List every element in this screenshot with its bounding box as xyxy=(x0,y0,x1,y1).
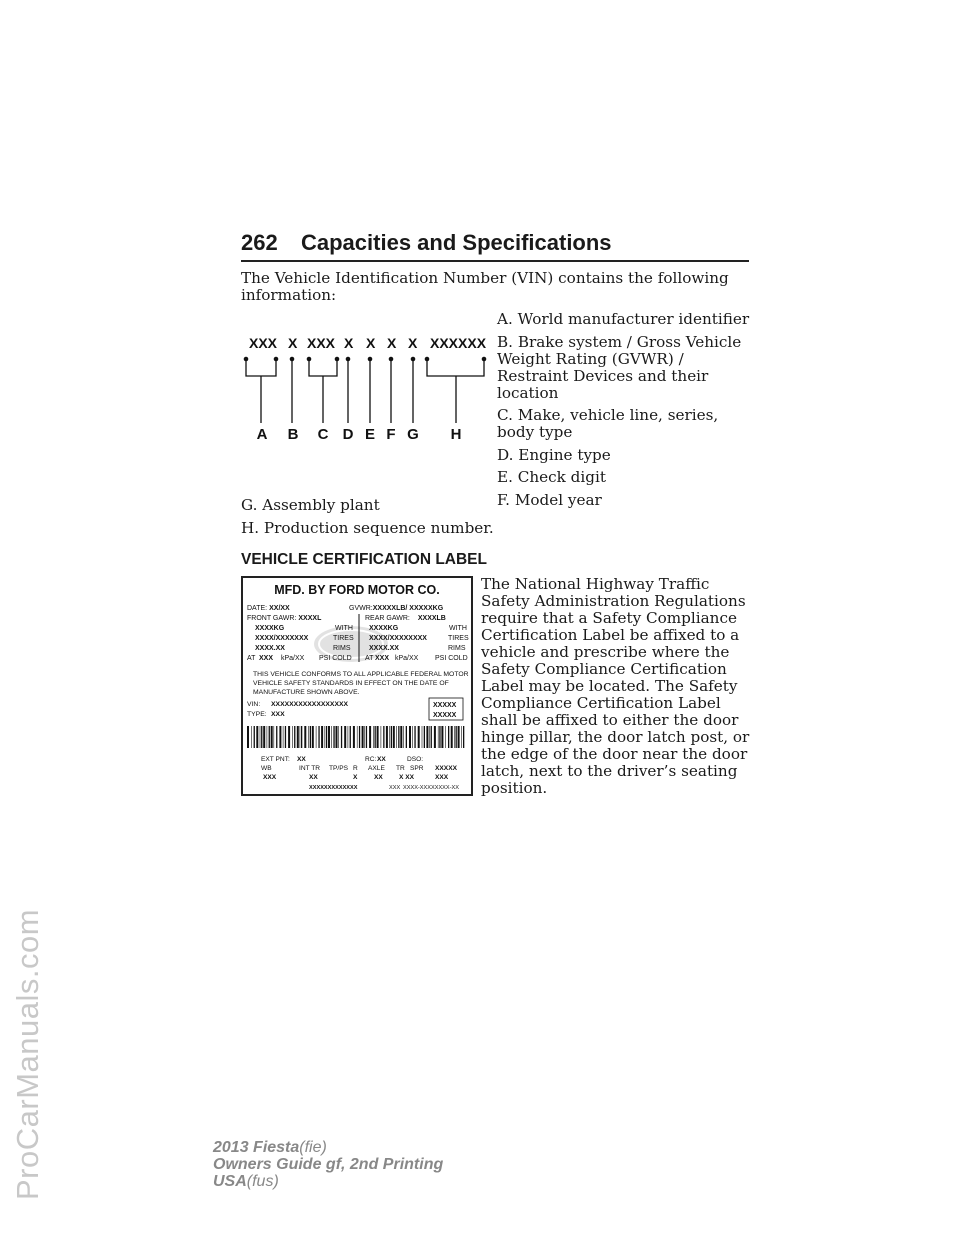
barcode-bar xyxy=(353,726,355,748)
barcode-bar xyxy=(288,726,290,748)
barcode-bar xyxy=(366,726,367,748)
vin-letter-c: C xyxy=(317,426,329,443)
barcode-bar xyxy=(338,726,339,748)
barcode-bar xyxy=(285,726,286,748)
svg-text:REAR GAWR:XXXXLB xyxy=(365,615,446,622)
barcode-bar xyxy=(333,726,334,748)
vin-letter-g: G xyxy=(407,426,419,443)
barcode-bar xyxy=(341,726,342,748)
barcode-bar xyxy=(381,726,382,748)
label-row-tp-ps: TP/PS xyxy=(329,765,349,772)
vin-group-e: X xyxy=(366,335,376,351)
footer-line-3 xyxy=(213,1173,443,1190)
vin-diagram xyxy=(241,333,491,447)
barcode-bar xyxy=(279,726,281,748)
label-front-rims: RIMS xyxy=(333,645,351,652)
barcode-bar xyxy=(357,726,358,748)
label-row-value-int-tr: XX xyxy=(309,774,318,781)
vin-group-a: XXX xyxy=(249,335,278,351)
vin-item-f: F. Model year xyxy=(497,490,602,509)
barcode-bar xyxy=(375,726,376,748)
vin-group-f: X xyxy=(387,335,397,351)
label-rear-gawr-label: REAR GAWR: xyxy=(365,615,410,622)
label-row-r: R xyxy=(353,765,358,772)
barcode-bar xyxy=(364,726,365,748)
barcode-bar xyxy=(362,726,364,748)
barcode-bar xyxy=(283,726,284,748)
page-number: 262 xyxy=(241,230,278,255)
label-rear-tire: XXXX/XXXXXXXX xyxy=(369,635,427,642)
footer-line-1 xyxy=(213,1139,443,1156)
label-bottom-code-2: XXX xyxy=(389,785,401,791)
barcode-bar xyxy=(386,726,388,748)
barcode-bar xyxy=(391,726,392,748)
barcode-bar xyxy=(328,726,330,748)
barcode-bar xyxy=(373,726,374,748)
vin-group-b: X xyxy=(288,335,298,351)
barcode-bar xyxy=(344,726,346,748)
vin-group-h: XXXXXX xyxy=(430,335,487,351)
barcode-bar xyxy=(274,726,275,748)
label-rear-tires: TIRES xyxy=(448,635,469,642)
barcode-bar xyxy=(336,726,338,748)
footer-model-code: (fie) xyxy=(299,1139,327,1156)
footer-guide: Owners Guide gf, 2nd Printing xyxy=(213,1156,444,1173)
barcode-bar xyxy=(445,726,446,748)
barcode-bar xyxy=(418,726,420,748)
vin-item-list xyxy=(497,311,757,514)
label-rear-at-value: XXX xyxy=(375,655,390,662)
barcode-bar xyxy=(441,726,443,748)
vin-group-d: X xyxy=(344,335,354,351)
barcode-bar xyxy=(403,726,404,748)
barcode-bar xyxy=(406,726,407,748)
vin-item-h: H. Production sequence number. xyxy=(241,519,494,537)
label-vin-label: VIN: xyxy=(247,701,261,708)
label-row-tr: TR xyxy=(396,765,405,772)
barcode-bar xyxy=(456,726,457,748)
label-front-kpa: kPa/XX xyxy=(281,655,305,662)
barcode-bar xyxy=(458,726,460,748)
barcode-bar xyxy=(321,726,323,748)
label-conform-line-1: THIS VEHICLE CONFORMS TO ALL APPLICABLE FEDERAL MOTOR xyxy=(253,671,469,678)
vin-letter-a: A xyxy=(256,426,268,443)
label-rear-kpa: kPa/XX xyxy=(395,655,419,662)
label-row-wb: WB xyxy=(261,765,272,772)
label-rear-rim: XXXX.XX xyxy=(369,645,399,652)
label-rear-gawr-value: XXXXLB xyxy=(417,615,446,622)
label-box-value-1: XXXXX xyxy=(433,702,457,709)
label-gvwr-value: XXXXXLB/ XXXXXKG xyxy=(372,605,444,612)
barcode-bar xyxy=(251,726,252,748)
page-footer xyxy=(213,1139,443,1190)
label-front-tires: TIRES xyxy=(333,635,354,642)
label-row-spr: SPR xyxy=(410,765,424,772)
barcode-bar xyxy=(261,726,262,748)
label-front-gawr-label: FRONT GAWR: xyxy=(247,615,297,622)
barcode-bar xyxy=(454,726,455,748)
label-title: MFD. BY FORD MOTOR CO. xyxy=(274,583,440,597)
certification-label-image xyxy=(241,576,473,796)
barcode-bar xyxy=(412,726,413,748)
barcode-bar xyxy=(326,726,327,748)
barcode-bar xyxy=(389,726,390,748)
barcode-bar xyxy=(304,726,306,748)
watermark: ProCarManuals.com xyxy=(10,908,45,1200)
label-date-value: XX/XX xyxy=(269,605,290,612)
barcode-bar xyxy=(438,726,439,748)
barcode-bar xyxy=(448,726,449,748)
barcode-bar xyxy=(310,726,311,748)
barcode-bar xyxy=(393,726,395,748)
label-front-kg: XXXXKG xyxy=(255,625,285,632)
barcode-bar xyxy=(348,726,349,748)
barcode-bar xyxy=(439,726,440,748)
label-front-with: WITH xyxy=(335,625,353,632)
label-row-value-tr-spr: X XX xyxy=(399,774,415,781)
barcode-bar xyxy=(300,726,301,748)
barcode-bar xyxy=(260,726,261,748)
label-front-rim: XXXX.XX xyxy=(255,645,285,652)
label-date-label: DATE: xyxy=(247,605,268,612)
page-header xyxy=(241,230,749,262)
barcode-bar xyxy=(434,726,436,748)
vin-intro-paragraph: The Vehicle Identification Number (VIN) contains the following information: xyxy=(241,269,729,304)
label-row-value-code: XXX xyxy=(435,774,449,781)
vin-item-g: G. Assembly plant xyxy=(241,496,380,514)
vin-letter-d: D xyxy=(342,426,354,443)
barcode-bar xyxy=(409,726,411,748)
barcode-bar xyxy=(267,726,268,748)
barcode-bar xyxy=(292,726,293,748)
barcode-bar xyxy=(318,726,319,748)
label-front-gawr-value: XXXXL xyxy=(298,615,322,622)
barcode-bar xyxy=(256,726,258,748)
barcode-bar xyxy=(269,726,270,748)
barcode-bar xyxy=(463,726,464,748)
label-row-value-wb: XXX xyxy=(263,774,277,781)
label-box-value-2: XXXXX xyxy=(433,712,457,719)
barcode-bar xyxy=(398,726,399,748)
barcode-bar xyxy=(383,726,384,748)
barcode-bar xyxy=(422,726,423,748)
footer-line-2 xyxy=(213,1156,443,1173)
barcode-bar xyxy=(350,726,351,748)
barcode-bar xyxy=(429,726,430,748)
label-gvwr-label: GVWR: xyxy=(349,605,373,612)
barcode-bar xyxy=(400,726,402,748)
label-bottom-code-1: XXXXXXXXXXXXX xyxy=(309,785,358,791)
barcode-bar xyxy=(271,726,273,748)
barcode-bar xyxy=(276,726,277,748)
footer-model: 2013 Fiesta xyxy=(213,1139,300,1156)
vin-group-c: XXX xyxy=(307,335,336,351)
label-ext-pnt-value: XX xyxy=(297,756,306,763)
barcode-bar xyxy=(414,726,415,748)
label-rc-label: RC: xyxy=(365,756,377,763)
svg-text:GVWR:XXXXXLB/ XXXXXKG xyxy=(349,605,444,612)
barcode-bar xyxy=(424,726,425,748)
label-type-label: TYPE: xyxy=(247,711,267,718)
label-front-at-value: XXX xyxy=(259,655,274,662)
vin-item-d: D. Engine type xyxy=(497,445,611,464)
barcode-bar xyxy=(431,726,432,748)
barcode-bar xyxy=(359,726,360,748)
vin-letter-h: H xyxy=(450,426,462,443)
barcode-bar xyxy=(396,726,397,748)
vcl-paragraph: The National Highway Traffic Safety Administration Regulations require that a Safety Compliance Certification Label be affixed to a vehicle and prescribe where the Safety Compliance Certification Label may be located. The Safety Compliance Certification Label shall be affixed to either the door hinge pillar, the door latch post, or the edge of the door near the door latch, next to the driver’s seating position. xyxy=(481,575,750,797)
label-ext-pnt-label: EXT PNT: xyxy=(261,756,290,763)
barcode-bar xyxy=(294,726,295,748)
svg-text:FRONT GAWR:XXXXL xyxy=(247,615,322,622)
label-row-value-r: X xyxy=(353,774,358,781)
barcode-bar xyxy=(316,726,317,748)
label-row-axle: AXLE xyxy=(368,765,385,772)
footer-market-code: (fus) xyxy=(246,1173,279,1190)
vin-item-a: A. World manufacturer identifier xyxy=(497,310,750,328)
barcode-bar xyxy=(325,726,326,748)
vin-letter-e: E xyxy=(364,426,376,443)
barcode-bar xyxy=(247,726,249,748)
label-type-value: XXX xyxy=(271,711,285,718)
label-barcode xyxy=(247,726,464,748)
vin-group-g: X xyxy=(408,335,418,351)
barcode-bar xyxy=(308,726,309,748)
barcode-bar xyxy=(377,726,379,748)
label-dso-label: DSO: xyxy=(407,756,424,763)
label-conform-line-3: MANUFACTURE SHOWN ABOVE. xyxy=(253,689,360,696)
label-row-code: XXXXX xyxy=(435,765,457,772)
label-conform-line-2: VEHICLE SAFETY STANDARDS IN EFFECT ON THE DATE OF xyxy=(253,680,449,687)
vin-letter-b: B xyxy=(287,426,299,443)
label-row-int-tr: INT TR xyxy=(299,765,321,772)
barcode-bar xyxy=(254,726,255,748)
vcl-heading: VEHICLE CERTIFICATION LABEL xyxy=(241,551,487,568)
barcode-bar xyxy=(369,726,371,748)
barcode-bar xyxy=(297,726,299,748)
footer-market: USA xyxy=(213,1173,247,1190)
label-rear-with: WITH xyxy=(449,625,467,632)
label-front-at: AT xyxy=(247,655,256,662)
barcode-bar xyxy=(312,726,314,748)
barcode-bar xyxy=(331,726,332,748)
vin-item-b: B. Brake system / Gross Vehicle Weight Rating (GVWR) / Restraint Devices and their location xyxy=(497,332,742,402)
barcode-bar xyxy=(426,726,428,748)
label-bottom-code-3: XXXX-XXXXXXXX-XX xyxy=(403,785,459,791)
vin-item-c: C. Make, vehicle line, series, body type xyxy=(497,406,719,441)
label-row-value-axle: XX xyxy=(374,774,383,781)
barcode-bar xyxy=(263,726,265,748)
vin-item-e: E. Check digit xyxy=(497,468,606,486)
label-rear-at: AT xyxy=(365,655,374,662)
barcode-bar xyxy=(461,726,462,748)
label-vin-value: XXXXXXXXXXXXXXXXX xyxy=(271,701,349,708)
label-front-psi: PSI COLD xyxy=(319,655,352,662)
svg-text:DATE:XX/XX xyxy=(247,605,290,612)
vin-letter-f: F xyxy=(386,426,396,443)
label-front-tire: XXXX/XXXXXXX xyxy=(255,635,309,642)
label-rear-kg: XXXXKG xyxy=(369,625,399,632)
label-rear-rims: RIMS xyxy=(448,645,466,652)
vin-item-list-continued xyxy=(241,497,541,543)
barcode-bar xyxy=(451,726,453,748)
header-rule xyxy=(241,260,749,262)
barcode-bar xyxy=(301,726,302,748)
section-title: Capacities and Specifications xyxy=(301,230,612,255)
label-rc-value: XX xyxy=(377,756,386,763)
label-rear-psi: PSI COLD xyxy=(435,655,468,662)
